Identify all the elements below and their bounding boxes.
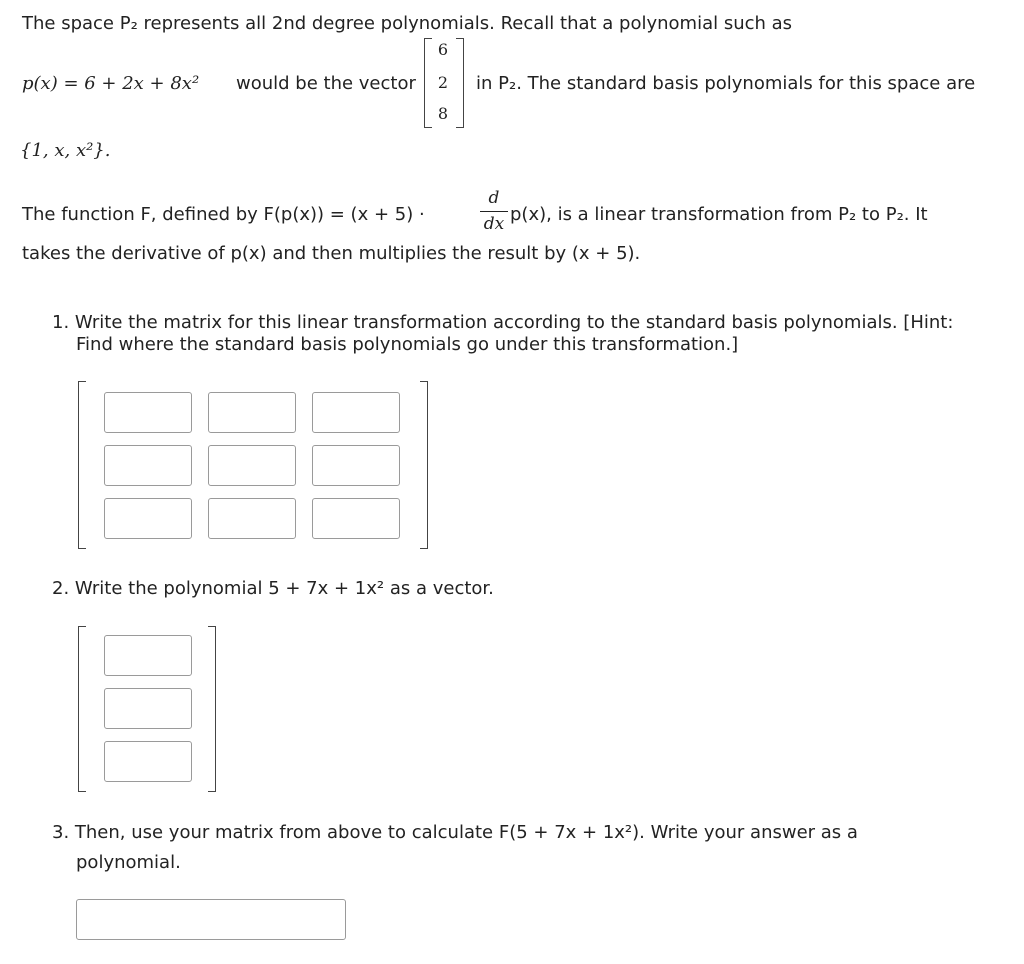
derivative-denominator: dx <box>483 214 505 234</box>
question-3-line-2: polynomial. <box>76 852 181 873</box>
basis-set: {1, x, x²}. <box>20 140 111 161</box>
intro-line-1: The space P₂ represents all 2nd degree polynomials. Recall that a polynomial such as <box>22 13 793 34</box>
matrix-right-bracket <box>420 381 428 549</box>
vector-entry: 6 <box>437 40 449 59</box>
question-1-line-2: Find where the standard basis polynomials go under this transformation.] <box>76 334 739 355</box>
question-2-text: 2. Write the polynomial 5 + 7x + 1x² as a vector. <box>52 578 494 599</box>
in-p2-text: in P₂. The standard basis polynomials for this space are <box>476 73 976 94</box>
vector-input-right-bracket <box>208 626 216 792</box>
vector-right-bracket <box>456 38 464 128</box>
matrix-input-r3c3[interactable] <box>312 498 400 539</box>
matrix-input-r3c1[interactable] <box>104 498 192 539</box>
definition-line-2: takes the derivative of p(x) and then multiplies the result by (x + 5). <box>22 243 641 264</box>
vector-entry: 8 <box>437 104 449 123</box>
vector-input-left-bracket <box>78 626 86 792</box>
derivative-numerator: d <box>488 188 500 208</box>
polynomial-answer-input[interactable] <box>76 899 346 940</box>
vector-input-2[interactable] <box>104 688 192 729</box>
matrix-input-r1c3[interactable] <box>312 392 400 433</box>
question-3-line-1: 3. Then, use your matrix from above to calculate F(5 + 7x + 1x²). Write your answer as a <box>52 822 858 843</box>
question-1-line-1: 1. Write the matrix for this linear transformation according to the standard basis polynomials. [Hint: <box>52 312 954 333</box>
matrix-input-r1c2[interactable] <box>208 392 296 433</box>
vector-entry: 2 <box>437 73 449 92</box>
matrix-input-r2c1[interactable] <box>104 445 192 486</box>
vector-input-1[interactable] <box>104 635 192 676</box>
matrix-input-r2c3[interactable] <box>312 445 400 486</box>
matrix-input-r3c2[interactable] <box>208 498 296 539</box>
example-polynomial: p(x) = 6 + 2x + 8x² <box>22 73 200 94</box>
matrix-input-r1c1[interactable] <box>104 392 192 433</box>
fraction-bar <box>480 211 508 212</box>
definition-part-2: p(x), is a linear transformation from P₂ to P₂. It <box>510 204 928 225</box>
definition-part-1: The function F, defined by F(p(x)) = (x + 5) · <box>22 204 425 225</box>
matrix-left-bracket <box>78 381 86 549</box>
vector-left-bracket <box>424 38 432 128</box>
would-be-text: would be the vector <box>236 73 416 94</box>
matrix-input-r2c2[interactable] <box>208 445 296 486</box>
vector-input-3[interactable] <box>104 741 192 782</box>
